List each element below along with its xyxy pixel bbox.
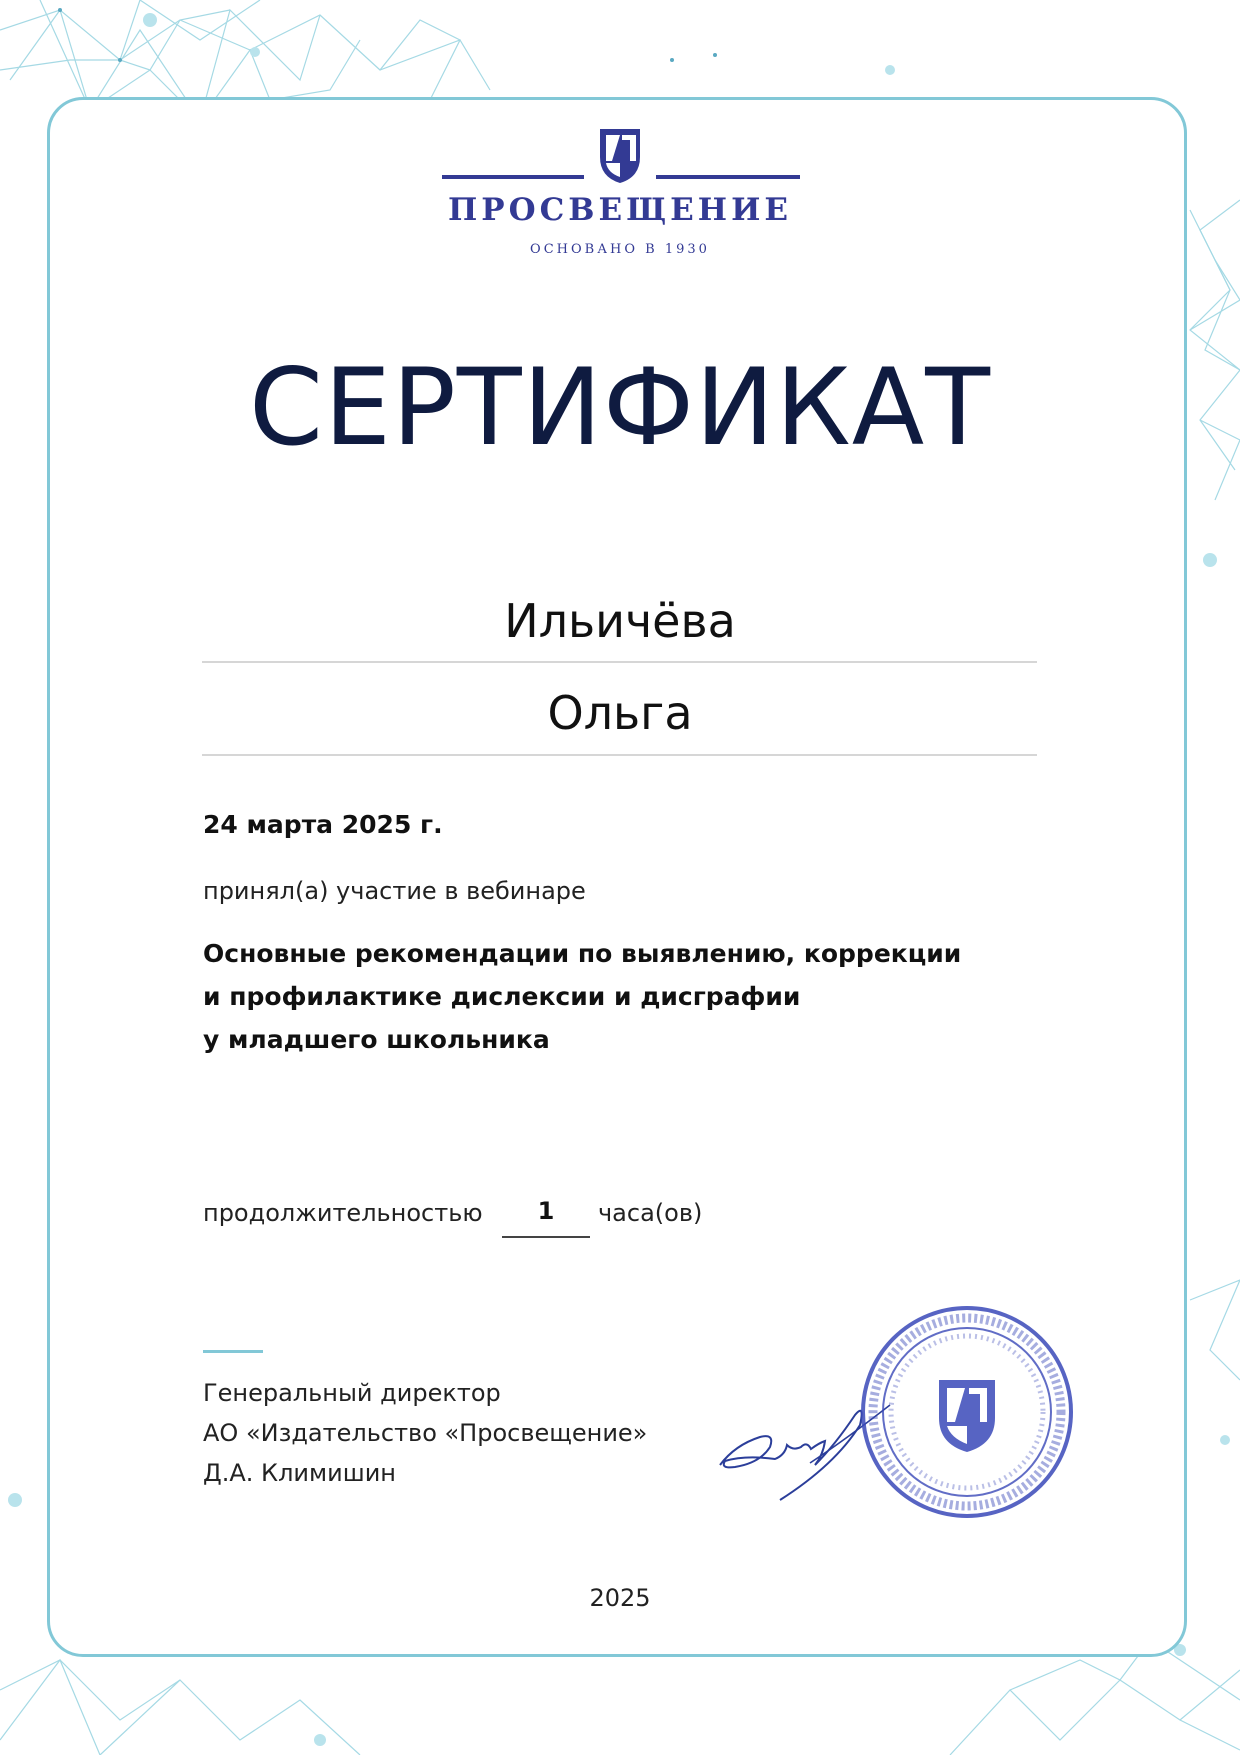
recipient-first-name: Ольга xyxy=(547,686,693,740)
duration-value: 1 xyxy=(537,1197,555,1225)
participation-text: принял(а) участие в вебинаре xyxy=(203,877,586,905)
webinar-title-line: Основные рекомендации по выявлению, коррекции xyxy=(203,939,962,968)
surname-underline xyxy=(202,661,1037,663)
logo-rule-left xyxy=(442,175,584,179)
recipient-surname: Ильичёва xyxy=(504,594,736,648)
prosveshchenie-logo-icon xyxy=(598,127,642,185)
webinar-title-line: и профилактике дислексии и дисграфии xyxy=(203,982,801,1011)
signatory-name: Д.А. Климишин xyxy=(203,1459,396,1487)
certificate-title: СЕРТИФИКАТ xyxy=(248,346,991,469)
duration-label: продолжительностью xyxy=(203,1199,483,1227)
logo-subtitle: ОСНОВАНО В 1930 xyxy=(530,242,710,257)
signatory-organization: АО «Издательство «Просвещение» xyxy=(203,1419,648,1447)
duration-underline xyxy=(502,1236,590,1238)
logo-wordmark: ПРОСВЕЩЕНИЕ xyxy=(447,192,792,228)
signature-accent-line xyxy=(203,1350,263,1353)
company-seal xyxy=(855,1300,1080,1525)
logo-rule-right xyxy=(656,175,800,179)
webinar-title-line: у младшего школьника xyxy=(203,1025,550,1054)
certificate-year: 2025 xyxy=(589,1584,651,1612)
signatory-position: Генеральный директор xyxy=(203,1379,501,1407)
duration-unit: часа(ов) xyxy=(598,1199,703,1227)
first-name-underline xyxy=(202,754,1037,756)
signatory-block xyxy=(203,1373,647,1493)
webinar-title xyxy=(203,932,1063,1061)
event-date: 24 марта 2025 г. xyxy=(203,810,443,839)
